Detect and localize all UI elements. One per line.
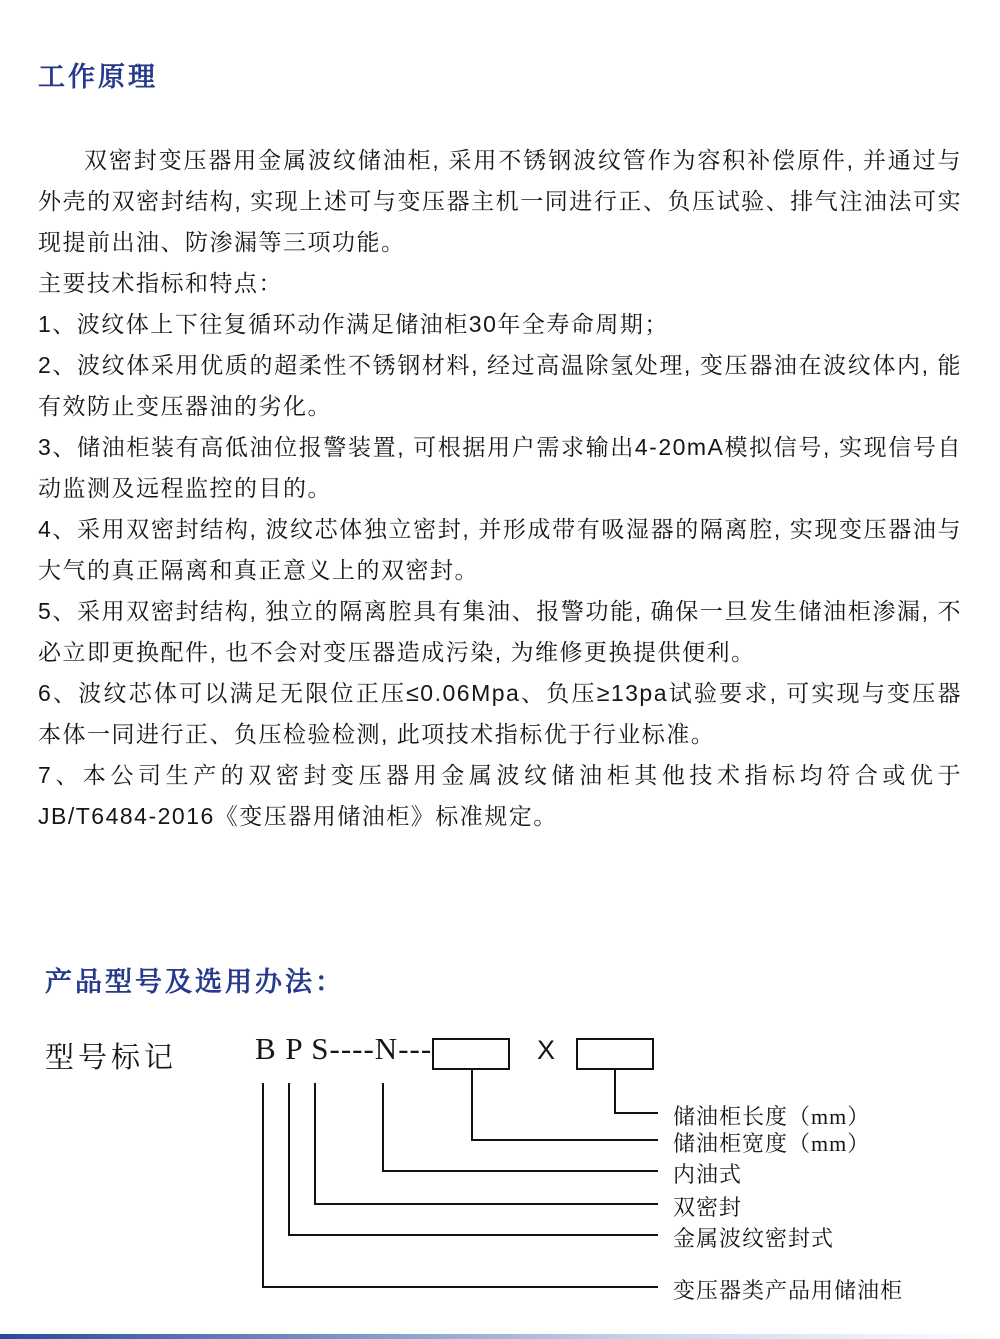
- feature-item-1: 1、波纹体上下往复循环动作满足储油柜30年全寿命周期；: [38, 311, 669, 337]
- leader-line-vertical-s: [314, 1083, 316, 1205]
- feature-item-4: 4、采用双密封结构, 波纹芯体独立密封, 并形成带有吸湿器的隔离腔, 实现变压器油与大气的真正隔离和真正意义上的双密封。: [38, 516, 962, 583]
- legend-width: 储油柜宽度（mm）: [673, 1131, 871, 1156]
- leader-line-horizontal-p: [288, 1234, 658, 1236]
- legend-transformer-conservator: 变压器类产品用储油柜: [673, 1278, 904, 1303]
- feature-item-2: 2、波纹体采用优质的超柔性不锈钢材料, 经过高温除氢处理, 变压器油在波纹体内, 能有效防止变压器油的劣化。: [38, 352, 962, 419]
- features-title: 主要技术指标和特点：: [38, 270, 283, 296]
- leader-line-vertical-n: [382, 1083, 384, 1172]
- leader-line-vertical-width: [471, 1070, 473, 1141]
- leader-line-horizontal-width: [471, 1139, 658, 1141]
- footer-gradient-bar: [0, 1334, 1000, 1339]
- legend-metal-bellows-seal: 金属波纹密封式: [673, 1226, 835, 1251]
- legend-double-seal: 双密封: [673, 1195, 743, 1220]
- leader-line-vertical-p: [288, 1083, 290, 1236]
- leader-line-horizontal-length: [614, 1112, 658, 1114]
- feature-item-5: 5、采用双密封结构, 独立的隔离腔具有集油、报警功能, 确保一旦发生储油柜渗漏, 不必立即更换配件, 也不会对变压器造成污染, 为维修更换提供便利。: [38, 598, 962, 665]
- working-principle-body: [38, 140, 962, 837]
- leader-line-horizontal-s: [314, 1203, 658, 1205]
- length-value-box: [576, 1038, 654, 1070]
- legend-inner-oil: 内油式: [673, 1162, 743, 1187]
- feature-item-3: 3、储油柜装有高低油位报警装置, 可根据用户需求输出4-20mA模拟信号, 实现信号自动监测及远程监控的目的。: [38, 434, 962, 501]
- intro-paragraph: 双密封变压器用金属波纹储油柜, 采用不锈钢波纹管作为容积补偿原件, 并通过与外壳的双密封结构, 实现上述可与变压器主机一同进行正、负压试验、排气注油法可实现提前出油、防渗漏等三项功能。: [38, 147, 962, 255]
- model-mark-label: 型号标记: [45, 1042, 178, 1074]
- model-code-text: B P S----N---: [255, 1031, 433, 1066]
- model-selection-heading: 产品型号及选用办法：: [45, 967, 345, 997]
- feature-item-6: 6、波纹芯体可以满足无限位正压≤0.06Mpa、负压≥13pa试验要求, 可实现与变压器本体一同进行正、负压检验检测, 此项技术指标优于行业标准。: [38, 680, 962, 747]
- legend-length: 储油柜长度（mm）: [673, 1104, 871, 1129]
- model-designation-diagram: [0, 1025, 1000, 1335]
- model-selection-section: [0, 960, 1000, 1320]
- leader-line-horizontal-n: [382, 1170, 658, 1172]
- leader-line-vertical-b: [262, 1083, 264, 1288]
- feature-item-7: 7、本公司生产的双密封变压器用金属波纹储油柜其他技术指标均符合或优于JB/T6484-2016《变压器用储油柜》标准规定。: [38, 762, 962, 829]
- leader-line-horizontal-b: [262, 1286, 658, 1288]
- leader-line-vertical-length: [614, 1070, 616, 1114]
- width-value-box: [432, 1038, 510, 1070]
- working-principle-heading: 工作原理: [38, 62, 158, 92]
- multiply-sign: X: [537, 1035, 556, 1065]
